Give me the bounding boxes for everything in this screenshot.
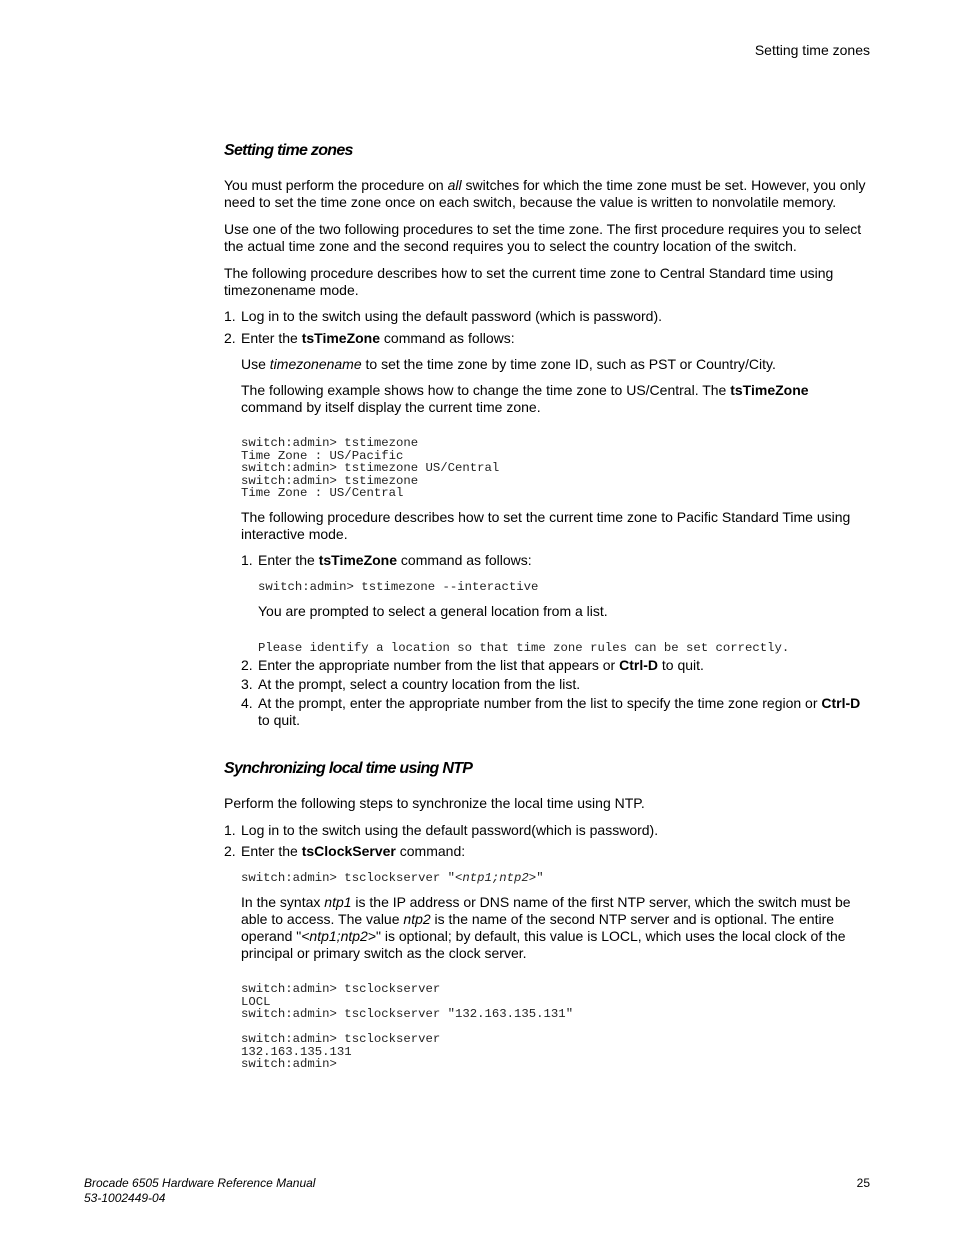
- sub-list-item-enter-tstimezone: 1. Enter the tsTimeZone command as follows:: [241, 552, 532, 568]
- sub-list-item-enter-number: 2. Enter the appropriate number from the list that appears or Ctrl-D to quit.: [241, 657, 704, 673]
- footer-doc-number: 53-1002449-04: [84, 1191, 166, 1205]
- paragraph-central-standard-procedure: The following procedure describes how to set the current time zone to Central Standard time using timezonename mode.: [224, 265, 834, 298]
- paragraph-ntp-syntax: In the syntax ntp1 is the IP address or DNS name of the first NTP server, which the switch must be able to access. The value ntp2 is the name of the second NTP server and is optional. The entire operand "<ntp1;ntp2>" is optional; by default, this value is LOCL, which uses the local clock of the principal or primary switch as the clock server.: [241, 894, 851, 961]
- paragraph-pacific-interactive: The following procedure describes how to set the current time zone to Pacific Standard Time using interactive mode.: [241, 509, 851, 542]
- code-line-tsclockserver-syntax: switch:admin> tsclockserver "<ntp1;ntp2>": [241, 871, 544, 885]
- running-header: Setting time zones: [754, 42, 870, 58]
- code-line-identify-location: Please identify a location so that time zone rules can be set correctly.: [258, 641, 790, 655]
- code-line-tstimezone-interactive: switch:admin> tstimezone --interactive: [258, 580, 539, 594]
- paragraph-prompted-location: You are prompted to select a general location from a list.: [258, 603, 608, 619]
- list-item-enter-tsclockserver: 2. Enter the tsClockServer command:: [224, 843, 466, 859]
- paragraph-perform-all-switches: You must perform the procedure on all switches for which the time zone must be set. However, you only need to set the time zone once on each switch, because the value is written to nonvolatile memory.: [224, 177, 866, 210]
- code-block-tstimezone-example: switch:admin> tstimezone Time Zone : US/Pacific switch:admin> tstimezone US/Central switch:admin> tstimezone Time Zone : US/Central: [241, 436, 500, 500]
- list-item-enter-tstimezone: 2. Enter the tsTimeZone command as follows:: [224, 330, 515, 346]
- list-item-login: 1. Log in to the switch using the default password (which is password).: [224, 308, 662, 324]
- sub-list-item-time-zone-region: 4. At the prompt, enter the appropriate number from the list to specify the time zone region or Ctrl-D to quit.: [241, 695, 861, 728]
- sub-list-item-select-country: 3. At the prompt, select a country location from the list.: [241, 676, 581, 692]
- section-heading-setting-time-zones: Setting time zones: [224, 142, 353, 159]
- paragraph-example-us-central: The following example shows how to change the time zone to US/Central. The tsTimeZone command by itself display the current time zone.: [241, 382, 809, 415]
- paragraph-synchronize-steps: Perform the following steps to synchronize the local time using NTP.: [224, 795, 645, 811]
- footer-page-number: 25: [856, 1176, 870, 1190]
- code-block-tsclockserver-example: switch:admin> tsclockserver LOCL switch:admin> tsclockserver "132.163.135.131" switch:admin> tsclockserver 132.163.135.131 switch:admin>: [241, 982, 574, 1071]
- footer-manual-title: Brocade 6505 Hardware Reference Manual: [84, 1176, 316, 1190]
- list-item-login-ntp: 1. Log in to the switch using the default password(which is password).: [224, 822, 659, 838]
- section-heading-ntp: Synchronizing local time using NTP: [224, 760, 473, 777]
- paragraph-use-timezonename: Use timezonename to set the time zone by time zone ID, such as PST or Country/City.: [241, 356, 776, 372]
- paragraph-two-procedures: Use one of the two following procedures to set the time zone. The first procedure requires you to select the actual time zone and the second requires you to select the country location of the switch.: [224, 221, 862, 254]
